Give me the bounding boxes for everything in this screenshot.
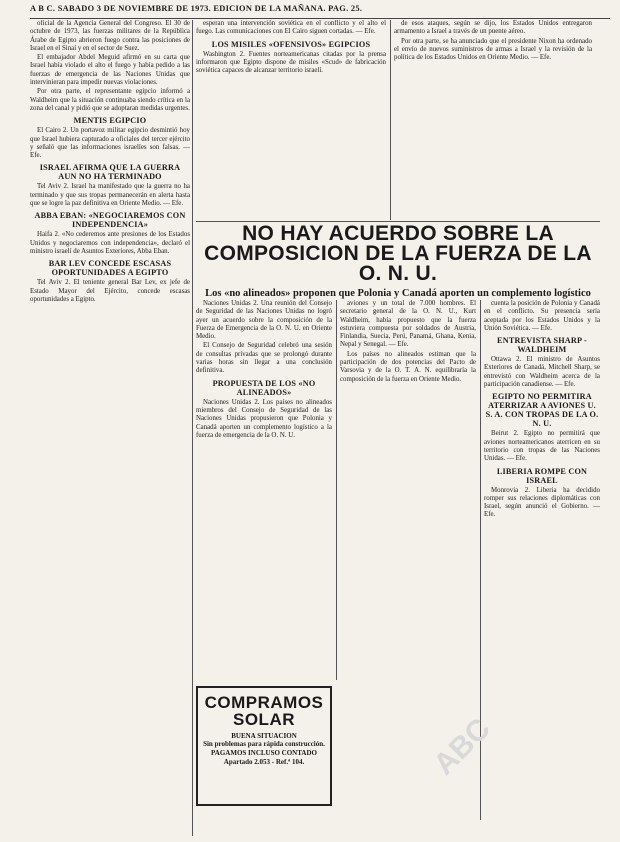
main-headline [196,224,600,300]
headline-title: NO HAY ACUERDO SOBRE LA COMPOSICION DE LA FUERZA DE LA O. N. U. [204,222,592,285]
article-text: El Consejo de Seguridad celebró una sesión de consultas privadas que se prolongó durante varias horas sin llegar a una conclusión definitiva. [196,342,332,375]
page-header: A B C. SABADO 3 DE NOVIEMBRE DE 1973. EDICION DE LA MAÑANA. PAG. 25. [30,4,610,19]
article-text: El embajador Abdel Meguid afirmó en su carta que Israel había violado el alto el fuego y había pedido a las fuerzas de emergencia de las Naciones Unidas que intervinieran para impedir nuevas violaciones. [30,54,190,87]
column-rule [192,20,193,836]
section-heading: LOS MISILES «OFENSIVOS» EGIPCIOS [211,39,371,49]
right-top-column [394,20,592,220]
ad-subtitle: BUENA SITUACION [231,732,297,740]
article-text: Monrovia 2. Liberia ha decidido romper sus relaciones diplomáticas con Israel, según anunció el Gobierno. — Efe. [484,486,600,519]
ad-title: SOLAR [233,710,295,729]
section-heading: MENTIS EGIPCIO [73,116,147,126]
watermark-stamp: ABC [427,711,497,782]
ad-line: PAGAMOS INCLUSO CONTADO [211,749,317,757]
article-text: Beirut 2. Egipto no permitirá que aviones norteamericanos aterricen en su territorio con tropas de las Naciones Unidas. — Efe. [484,430,600,463]
article-text: Por otra parte, se ha anunciado que el presidente Nixon ha ordenado el envío de nuevos suministros de armas a Israel y la revisión de la política de los Estados Unidos en Oriente Medio. — Efe. [394,37,592,62]
column-rule [390,20,391,220]
article-column-2 [340,300,476,680]
article-text: Por otra parte, el representante egipcio informó a Waldheim que la situación continuaba siendo crítica en la zona del canal y pidió que se adoptaran medidas urgentes. [30,88,190,112]
section-heading: ISRAEL AFIRMA QUE LA GUERRA AUN NO HA TERMINADO [39,163,181,182]
article-text: Washington 2. Fuentes norteamericanas citadas por la prensa informaron que Egipto dispone de misiles «Scud» de fabricación soviética capaces de alcanzar territorio israelí. [196,50,386,75]
article-text: Tel Aviv 2. Israel ha manifestado que la guerra no ha terminado y que sus tropas permanecerán en alerta hasta que se logre la paz definitiva en Oriente Medio. — Efe. [30,183,190,208]
article-text: oficial de la Agencia General del Congreso. El 30 de octubre de 1973, las fuerzas militares de la República Árabe de Egipto abrieron fuego contra las posiciones de Israel en el Sinaí y en el sector de Suez. [30,20,190,52]
classified-ad [196,686,332,806]
section-heading: ABBA EBAN: «NEGOCIAREMOS CON INDEPENDENCIA» [34,211,186,230]
article-text: Naciones Unidas 2. Los países no alineados miembros del Consejo de Seguridad de las Naciones Unidas propusieron que Polonia y Canadá aporten un complemento logístico a la fuerza de emergencia de la O. N. U. [196,398,332,439]
article-text: esperan una intervención soviética en el conflicto y el alto el fuego. Las comunicaciones con El Cairo siguen cortadas. — Efe. [196,20,386,36]
article-text: aviones y un total de 7.000 hombres. El secretario general de la O. N. U., Kurt Waldheim, había propuesto que la fuerza estuviera compuesta por soldados de Austria, Finlandia, Suecia, Perú, Panamá, Ghana, Kenia, Nepal y Senegal. — Efe. [340,300,476,349]
article-text: El Cairo 2. Un portavoz militar egipcio desmintió hoy que Israel hubiera capturado a oficiales del tercer ejército y señaló que las informaciones israelíes son falsas. — Efe. [30,127,190,160]
article-column-3 [484,300,600,820]
section-heading: EGIPTO NO PERMITIRA ATERRIZAR A AVIONES U. S. A. CON TROPAS DE LA O. N. U. [485,392,599,429]
article-text: Ottawa 2. El ministro de Asuntos Exteriores de Canadá, Mitchell Sharp, se entrevistó con Waldheim acerca de la participación canadiense. — Efe. [484,356,600,389]
section-heading: ENTREVISTA SHARP - WALDHEIM [497,336,587,355]
article-text: cuenta la posición de Polonia y Canadá en el conflicto. Su presencia sería aceptada por los Estados Unidos y la Unión Soviética. — Efe. [484,300,600,332]
article-text: Tel Aviv 2. El teniente general Bar Lev, ex jefe de Estado Mayor del Ejército, concede escasas oportunidades a Egipto. [30,279,190,303]
article-text: de esos ataques, según se dijo, los Estados Unidos entregaron armamento a Israel a través de un puente aéreo. [394,20,592,36]
article-text: Los países no alineados estiman que la participación de dos potencias del Pacto de Varsovia y de la O. T. A. N. equilibraría la composición de la fuerza en Oriente Medio. [340,350,476,383]
ad-line: Sin problemas para rápida construcción. [203,740,325,748]
column-rule [336,300,337,680]
article-text: Haifa 2. «No cederemos ante presiones de los Estados Unidos y negociaremos con independencia», declaró el ministro israelí de Asuntos Exteriores, Abba Eban. [30,231,190,255]
article-text: Naciones Unidas 2. Una reunión del Consejo de Seguridad de las Naciones Unidas no logró ayer un acuerdo sobre la composición de la Fuerza de Emergencia de la O. N. U. en Oriente Medio. [196,300,332,341]
middle-top-column [196,20,386,220]
ad-line: Apartado 2.053 - Ref.ª 104. [223,758,305,766]
section-heading: BAR LEV CONCEDE ESCASAS OPORTUNIDADES A EGIPTO [48,259,172,278]
headline-subtitle: Los «no alineados» proponen que Polonia y Canadá aporten un complemento logístico [205,288,591,299]
ad-title: COMPRAMOS [204,693,324,712]
left-column [30,20,190,836]
section-heading: LIBERIA ROMPE CON ISRAEL [496,466,588,485]
section-heading: PROPUESTA DE LOS «NO ALINEADOS» [212,378,316,397]
